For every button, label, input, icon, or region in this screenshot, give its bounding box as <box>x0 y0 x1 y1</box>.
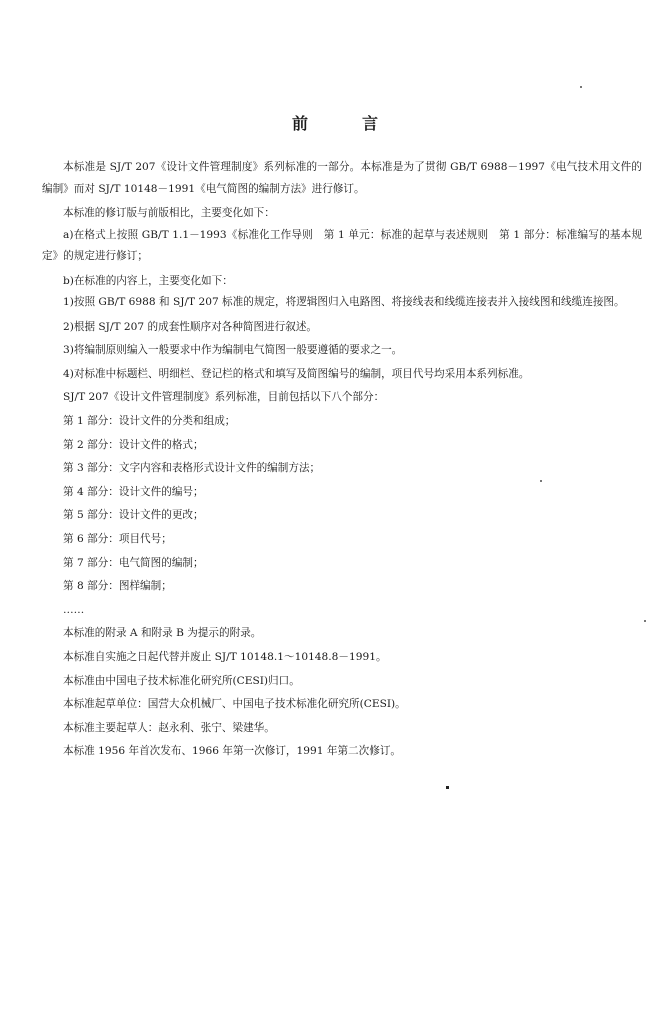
title-char-2: 言 <box>362 114 379 133</box>
paragraph: 本标准自实施之日起代替并废止 SJ/T 10148.1～10148.8－1991。 <box>63 651 387 663</box>
list-item: 第 5 部分：设计文件的更改； <box>63 509 204 522</box>
paragraph: SJ/T 207《设计文件管理制度》系列标准，目前包括以下八个部分： <box>63 391 385 404</box>
scan-speck <box>644 620 646 622</box>
ellipsis: …… <box>63 603 85 616</box>
page-title <box>0 111 670 134</box>
paragraph: 2)根据 SJ/T 207 的成套性顺序对各种简图进行叙述。 <box>63 320 318 333</box>
paragraph: 本标准起草单位：国营大众机械厂、中国电子技术标准化研究所(CESI)。 <box>63 698 406 711</box>
list-item: 第 4 部分：设计文件的编号； <box>63 485 204 498</box>
paragraph: 4)对标准中标题栏、明细栏、登记栏的格式和填写及简图编号的编制，项目代号均采用本系列标准。 <box>63 367 530 380</box>
paragraph: 本标准 1956 年首次发布、1966 年第一次修订，1991 年第二次修订。 <box>63 745 402 758</box>
paragraph: 1)按照 GB/T 6988 和 SJ/T 207 标准的规定，将逻辑图归入电路图、将接线表和线缆连接表并入接线图和线缆连接图。 <box>63 296 625 309</box>
list-item: 第 2 部分：设计文件的格式； <box>63 438 204 451</box>
paragraph: 本标准是 SJ/T 207《设计文件管理制度》系列标准的一部分。本标准是为了贯彻 GB/T 6988－1997《电气技术用文件的编制》而对 SJ/T 10148－1991《电气简图的编制方法》进行修订。 <box>42 161 642 195</box>
list-item: 第 8 部分：图样编制； <box>63 580 172 593</box>
paragraph: 本标准由中国电子技术标准化研究所(CESI)归口。 <box>63 674 300 687</box>
paragraph: b)在标准的内容上，主要变化如下： <box>63 274 233 287</box>
paragraph: a)在格式上按照 GB/T 1.1－1993《标准化工作导则 第 1 单元：标准的起草与表述规则 第 1 部分：标准编写的基本规定》的规定进行修订； <box>42 228 642 263</box>
paragraph: 本标准的修订版与前版相比，主要变化如下： <box>63 207 275 219</box>
list-item: 第 6 部分：项目代号； <box>63 533 172 546</box>
list-item: 第 1 部分：设计文件的分类和组成； <box>63 415 236 428</box>
list-item: 第 7 部分：电气简图的编制； <box>63 556 204 569</box>
scan-speck <box>540 480 542 482</box>
paragraph: 本标准的附录 A 和附录 B 为提示的附录。 <box>63 627 262 640</box>
paragraph: 3)将编制原则编入一般要求中作为编制电气简图一般要遵循的要求之一。 <box>63 344 403 357</box>
body-text <box>42 158 642 764</box>
paragraph: 本标准主要起草人：赵永利、张宁、梁建华。 <box>63 721 275 734</box>
title-char-1: 前 <box>291 114 308 133</box>
scan-dot <box>446 786 449 789</box>
list-item: 第 3 部分：文字内容和表格形式设计文件的编制方法； <box>63 462 321 475</box>
scan-speck <box>580 86 582 88</box>
